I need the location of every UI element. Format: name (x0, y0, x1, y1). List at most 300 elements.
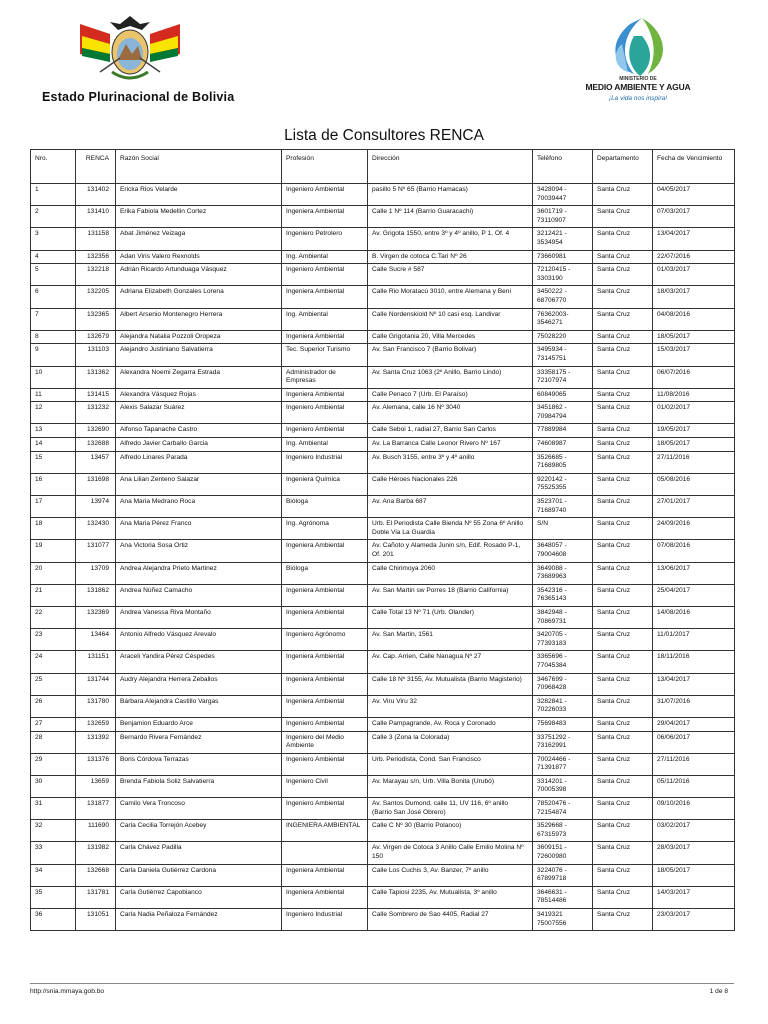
cell-telefono: 3365696 - 77045384 (533, 651, 593, 673)
cell-razon-social: Alexis Salazar Suárez (116, 402, 282, 424)
table-row (31, 695, 735, 717)
cell-telefono: 3609151 - 72600980 (533, 842, 593, 864)
cell-fecha-vencimiento: 13/06/2017 (653, 562, 735, 584)
cell-razon-social: Alexandra Vásquez Rojas (116, 388, 282, 402)
cell-renca: 131158 (76, 228, 116, 250)
cell-telefono: 3526685 - 71689805 (533, 451, 593, 473)
cell-nro: 6 (31, 286, 76, 308)
table-row (31, 264, 735, 286)
col-header-direccion: Dirección (368, 150, 533, 184)
cell-razon-social: Boris Córdova Terrazas (116, 753, 282, 775)
cell-profesion: Ingeniero Ambiental (282, 753, 368, 775)
cell-telefono: 33358175 - 72107974 (533, 366, 593, 388)
cell-nro: 30 (31, 775, 76, 797)
cell-razon-social: Bárbara Alejandra Castillo Vargas (116, 695, 282, 717)
cell-razon-social: Andrea Alejandra Prieto Martinez (116, 562, 282, 584)
cell-departamento: Santa Cruz (593, 909, 653, 931)
cell-renca: 13709 (76, 562, 116, 584)
cell-renca: 132668 (76, 864, 116, 886)
cell-renca: 132430 (76, 518, 116, 540)
cell-departamento: Santa Cruz (593, 629, 653, 651)
table-row (31, 651, 735, 673)
cell-nro: 14 (31, 438, 76, 452)
cell-profesion: Ingeniero Industrial (282, 451, 368, 473)
cell-profesion: Ingeniero Ambiental (282, 424, 368, 438)
cell-renca: 131077 (76, 540, 116, 562)
cell-departamento: Santa Cruz (593, 388, 653, 402)
table-row (31, 402, 735, 424)
cell-direccion: Calle Nordenskiold Nº 10 casi esq. Landivar (368, 308, 533, 330)
cell-departamento: Santa Cruz (593, 651, 653, 673)
cell-direccion: B. Virgen de cotoca C.Tari Nº 26 (368, 250, 533, 264)
cell-renca: 131151 (76, 651, 116, 673)
cell-telefono: 3282841 - 70226033 (533, 695, 593, 717)
table-row (31, 366, 735, 388)
cell-fecha-vencimiento: 06/07/2016 (653, 366, 735, 388)
cell-nro: 25 (31, 673, 76, 695)
cell-fecha-vencimiento: 01/02/2017 (653, 402, 735, 424)
cell-direccion: Calle Pampagrande, Av. Roca y Coronado (368, 717, 533, 731)
cell-fecha-vencimiento: 18/05/2017 (653, 330, 735, 344)
cell-renca: 131982 (76, 842, 116, 864)
cell-profesion: Ingeniera Química (282, 473, 368, 495)
table-row (31, 673, 735, 695)
cell-razon-social: Carla Gutiérrez Capobianco (116, 886, 282, 908)
cell-nro: 27 (31, 717, 76, 731)
table-row (31, 286, 735, 308)
cell-nro: 18 (31, 518, 76, 540)
cell-fecha-vencimiento: 04/08/2016 (653, 308, 735, 330)
cell-telefono: 3601719 - 73110907 (533, 206, 593, 228)
ministry-name: MEDIO AMBIENTE Y AGUA (585, 82, 691, 92)
table-row (31, 753, 735, 775)
cell-fecha-vencimiento: 13/04/2017 (653, 228, 735, 250)
cell-departamento: Santa Cruz (593, 717, 653, 731)
cell-renca: 132356 (76, 250, 116, 264)
table-row (31, 886, 735, 908)
cell-renca: 132690 (76, 424, 116, 438)
cell-departamento: Santa Cruz (593, 562, 653, 584)
col-header-renca: RENCA (76, 150, 116, 184)
cell-renca: 131415 (76, 388, 116, 402)
bolivia-brand-text: Estado Plurinacional de Bolivia (42, 90, 235, 104)
cell-direccion: Calle Chirimoya 2060 (368, 562, 533, 584)
cell-profesion: Ingeniera Ambiental (282, 651, 368, 673)
cell-telefono: 3419321 75007556 (533, 909, 593, 931)
cell-renca: 132659 (76, 717, 116, 731)
col-header-profesion: Profesión (282, 150, 368, 184)
cell-profesion: Ing. Agrónoma (282, 518, 368, 540)
cell-profesion: Ing. Ambiental (282, 250, 368, 264)
cell-direccion: Calle Sucre # 587 (368, 264, 533, 286)
cell-nro: 24 (31, 651, 76, 673)
footer-url: http://snia.mmaya.gob.bo (30, 988, 105, 995)
cell-renca: 131862 (76, 584, 116, 606)
cell-profesion (282, 842, 368, 864)
cell-departamento: Santa Cruz (593, 250, 653, 264)
cell-profesion: Ingeniera Ambiental (282, 584, 368, 606)
cell-fecha-vencimiento: 27/11/2016 (653, 753, 735, 775)
cell-razon-social: Carla Nadia Peñaloza Fernández (116, 909, 282, 931)
cell-razon-social: Alfredo Linares Parada (116, 451, 282, 473)
page-header (0, 0, 768, 120)
cell-profesion: Administrador de Empresas (282, 366, 368, 388)
cell-departamento: Santa Cruz (593, 438, 653, 452)
cell-fecha-vencimiento: 01/03/2017 (653, 264, 735, 286)
cell-departamento: Santa Cruz (593, 753, 653, 775)
cell-departamento: Santa Cruz (593, 496, 653, 518)
cell-razon-social: Audry Alejandra Herrera Zeballos (116, 673, 282, 695)
cell-direccion: Calle Héroes Nacionales 226 (368, 473, 533, 495)
cell-fecha-vencimiento: 23/03/2017 (653, 909, 735, 931)
cell-direccion: pasillo 5 Nº 65 (Barrio Hamacas) (368, 184, 533, 206)
cell-fecha-vencimiento: 13/04/2017 (653, 673, 735, 695)
cell-nro: 8 (31, 330, 76, 344)
cell-razon-social: Alfonso Tapanache Castro (116, 424, 282, 438)
cell-telefono: 3542316 - 76365143 (533, 584, 593, 606)
col-header-departamento: Departamento (593, 150, 653, 184)
cell-departamento: Santa Cruz (593, 330, 653, 344)
cell-profesion: Ingeniero Ambiental (282, 798, 368, 820)
cell-direccion: Av. Santa Cruz 1063 (2º Anillo, Barrio Lindo) (368, 366, 533, 388)
cell-direccion: Av. Cap. Arrien, Calle Nanagua Nº 27 (368, 651, 533, 673)
table-row (31, 717, 735, 731)
cell-razon-social: Alfredo Javier Carballo Garcia (116, 438, 282, 452)
cell-nro: 7 (31, 308, 76, 330)
cell-razon-social: Abat Jiménez Veizaga (116, 228, 282, 250)
cell-fecha-vencimiento: 27/11/2016 (653, 451, 735, 473)
cell-direccion: Calle 18 Nº 3155, Av. Mutualista (Barrio Magisterio) (368, 673, 533, 695)
col-header-nro: Nro. (31, 150, 76, 184)
cell-telefono: 3420705 - 77393183 (533, 629, 593, 651)
cell-departamento: Santa Cruz (593, 673, 653, 695)
cell-telefono: 70024466 - 71391877 (533, 753, 593, 775)
cell-profesion: Ing. Ambiental (282, 308, 368, 330)
cell-departamento: Santa Cruz (593, 344, 653, 366)
table-row (31, 820, 735, 842)
cell-renca: 132688 (76, 438, 116, 452)
cell-telefono: 3529668 - 67315973 (533, 820, 593, 842)
cell-fecha-vencimiento: 18/05/2017 (653, 438, 735, 452)
cell-profesion: Ingeniero Ambiental (282, 402, 368, 424)
cell-nro: 12 (31, 402, 76, 424)
cell-fecha-vencimiento: 28/03/2017 (653, 842, 735, 864)
table-row (31, 473, 735, 495)
cell-renca: 131376 (76, 753, 116, 775)
col-header-telefono: Teléfono (533, 150, 593, 184)
table-row (31, 308, 735, 330)
cell-nro: 36 (31, 909, 76, 931)
cell-fecha-vencimiento: 07/08/2016 (653, 540, 735, 562)
cell-direccion: Calle 1 Nº 114 (Barrio Guaracachi) (368, 206, 533, 228)
cell-nro: 34 (31, 864, 76, 886)
cell-profesion: Ingeniero Industrial (282, 909, 368, 931)
cell-departamento: Santa Cruz (593, 228, 653, 250)
cell-direccion: Av. Busch 3155, entre 3º y 4º anillo (368, 451, 533, 473)
cell-razon-social: Ericka Rios Velarde (116, 184, 282, 206)
cell-fecha-vencimiento: 04/05/2017 (653, 184, 735, 206)
cell-renca: 111690 (76, 820, 116, 842)
cell-telefono: 9220142 - 75525355 (533, 473, 593, 495)
cell-direccion: Urb. El Periodista Calle Bienda Nº 55 Zona 6º Anillo Doble Via La Guardia (368, 518, 533, 540)
cell-renca: 132205 (76, 286, 116, 308)
cell-departamento: Santa Cruz (593, 308, 653, 330)
cell-razon-social: Alejandro Justiniano Salvatierra (116, 344, 282, 366)
cell-profesion: Ing. Ambiental (282, 438, 368, 452)
table-row (31, 864, 735, 886)
cell-nro: 35 (31, 886, 76, 908)
cell-telefono: 3450222 - 68706770 (533, 286, 593, 308)
cell-telefono: 3648057 - 79004608 (533, 540, 593, 562)
cell-nro: 9 (31, 344, 76, 366)
cell-profesion: Ingeniera Ambiental (282, 330, 368, 344)
cell-nro: 4 (31, 250, 76, 264)
table-row (31, 330, 735, 344)
cell-telefono: 73660981 (533, 250, 593, 264)
cell-renca: 131877 (76, 798, 116, 820)
cell-razon-social: Adriana Elizabeth Gonzales Lorena (116, 286, 282, 308)
cell-razon-social: Alejandra Natalia Pozzoli Oropeza (116, 330, 282, 344)
cell-profesion: Ingeniero del Medio Ambiente (282, 731, 368, 753)
cell-fecha-vencimiento: 09/10/2016 (653, 798, 735, 820)
cell-fecha-vencimiento: 14/08/2016 (653, 606, 735, 628)
table-row (31, 438, 735, 452)
cell-profesion: Ingeniero Ambiental (282, 717, 368, 731)
cell-fecha-vencimiento: 11/01/2017 (653, 629, 735, 651)
cell-razon-social: Ana Maria Medrano Roca (116, 496, 282, 518)
cell-direccion: Av. La Barranca Calle Leonor Rivero Nº 167 (368, 438, 533, 452)
col-header-fecha-vencimiento: Fecha de Vencimiento (653, 150, 735, 184)
cell-departamento: Santa Cruz (593, 820, 653, 842)
cell-profesion: Tec. Superior Turismo (282, 344, 368, 366)
cell-fecha-vencimiento: 18/05/2017 (653, 864, 735, 886)
table-row (31, 562, 735, 584)
cell-departamento: Santa Cruz (593, 264, 653, 286)
cell-nro: 33 (31, 842, 76, 864)
cell-razon-social: Carla Chávez Padilla (116, 842, 282, 864)
table-row (31, 496, 735, 518)
cell-profesion: Ingeniera Ambiental (282, 695, 368, 717)
cell-razon-social: Antonio Alfredo Vásquez Arevalo (116, 629, 282, 651)
cell-direccion: Av. Viru Viru 32 (368, 695, 533, 717)
cell-renca: 131780 (76, 695, 116, 717)
cell-nro: 28 (31, 731, 76, 753)
cell-profesion: Ingeniero Civil (282, 775, 368, 797)
cell-renca: 131232 (76, 402, 116, 424)
cell-nro: 13 (31, 424, 76, 438)
table-row (31, 540, 735, 562)
cell-renca: 131392 (76, 731, 116, 753)
cell-direccion: Av. San Martin, 1561 (368, 629, 533, 651)
cell-renca: 131744 (76, 673, 116, 695)
cell-direccion: Av. Marayau s/n, Urb. Villa Bonita (Urubó) (368, 775, 533, 797)
cell-departamento: Santa Cruz (593, 206, 653, 228)
table-row (31, 206, 735, 228)
cell-telefono: 3428094 - 70039447 (533, 184, 593, 206)
cell-telefono: 3451862 - 70984794 (533, 402, 593, 424)
cell-departamento: Santa Cruz (593, 451, 653, 473)
table-row (31, 250, 735, 264)
cell-razon-social: Erika Fabiola Medellin Cortez (116, 206, 282, 228)
cell-telefono: 33751292 - 73162991 (533, 731, 593, 753)
cell-fecha-vencimiento: 14/03/2017 (653, 886, 735, 908)
cell-razon-social: Carla Cecilia Torrejón Acebey (116, 820, 282, 842)
cell-telefono: 76362003- 3546271 (533, 308, 593, 330)
cell-direccion: Calle Grigotania 20, Villa Mercedes (368, 330, 533, 344)
cell-fecha-vencimiento: 24/09/2016 (653, 518, 735, 540)
cell-renca: 132679 (76, 330, 116, 344)
cell-departamento: Santa Cruz (593, 886, 653, 908)
cell-telefono: 3649088 - 73689963 (533, 562, 593, 584)
cell-nro: 32 (31, 820, 76, 842)
cell-profesion: Ingeniera Ambiental (282, 286, 368, 308)
cell-fecha-vencimiento: 19/05/2017 (653, 424, 735, 438)
table-row (31, 909, 735, 931)
cell-direccion: Calle Los Cuchis 3, Av. Banzer, 7º anillo (368, 864, 533, 886)
cell-profesion: Ingeniera Ambiental (282, 886, 368, 908)
cell-renca: 13457 (76, 451, 116, 473)
cell-fecha-vencimiento: 18/11/2016 (653, 651, 735, 673)
cell-nro: 23 (31, 629, 76, 651)
cell-razon-social: Andrea Vanessa Riva Montaño (116, 606, 282, 628)
cell-nro: 20 (31, 562, 76, 584)
cell-direccion: Av. Virgen de Cotoca 3 Anillo Calle Emilio Molina Nº 150 (368, 842, 533, 864)
col-header-razon-social: Razón Social (116, 150, 282, 184)
cell-razon-social: Albert Arsenio Montenegro Herrera (116, 308, 282, 330)
cell-fecha-vencimiento: 22/07/2016 (653, 250, 735, 264)
table-row (31, 798, 735, 820)
cell-razon-social: Carla Daniela Gutiérrez Cardona (116, 864, 282, 886)
cell-nro: 3 (31, 228, 76, 250)
cell-telefono: 3212421 - 3534954 (533, 228, 593, 250)
cell-telefono: 3842948 - 70869731 (533, 606, 593, 628)
cell-nro: 22 (31, 606, 76, 628)
cell-renca: 131410 (76, 206, 116, 228)
cell-telefono: 78520476 - 72154874 (533, 798, 593, 820)
cell-departamento: Santa Cruz (593, 731, 653, 753)
cell-nro: 5 (31, 264, 76, 286)
cell-profesion: Ingeniera Ambiental (282, 206, 368, 228)
cell-profesion: Bióloga (282, 496, 368, 518)
cell-fecha-vencimiento: 05/11/2016 (653, 775, 735, 797)
cell-fecha-vencimiento: 31/07/2016 (653, 695, 735, 717)
cell-fecha-vencimiento: 18/03/2017 (653, 286, 735, 308)
cell-departamento: Santa Cruz (593, 695, 653, 717)
cell-telefono: 75698483 (533, 717, 593, 731)
cell-departamento: Santa Cruz (593, 366, 653, 388)
cell-departamento: Santa Cruz (593, 540, 653, 562)
cell-nro: 1 (31, 184, 76, 206)
cell-direccion: Calle 3 (Zona la Colorada) (368, 731, 533, 753)
cell-renca: 132218 (76, 264, 116, 286)
cell-renca: 13464 (76, 629, 116, 651)
cell-departamento: Santa Cruz (593, 286, 653, 308)
cell-profesion: INGENIERA AMBIENTAL (282, 820, 368, 842)
table-row (31, 584, 735, 606)
cell-razon-social: Adan Viris Valero Rexnolds (116, 250, 282, 264)
cell-fecha-vencimiento: 15/03/2017 (653, 344, 735, 366)
cell-direccion: Urb. Periodista, Cond. San Francisco (368, 753, 533, 775)
cell-telefono: 3467699 - 70968428 (533, 673, 593, 695)
page-title: Lista de Consultores RENCA (284, 127, 484, 144)
cell-departamento: Santa Cruz (593, 775, 653, 797)
cell-telefono: 75028220 (533, 330, 593, 344)
table-row (31, 184, 735, 206)
cell-departamento: Santa Cruz (593, 402, 653, 424)
cell-renca: 131781 (76, 886, 116, 908)
cell-renca: 131402 (76, 184, 116, 206)
cell-nro: 11 (31, 388, 76, 402)
table-row (31, 629, 735, 651)
cell-nro: 31 (31, 798, 76, 820)
page-number: 1 de 8 (709, 988, 728, 995)
cell-renca: 131362 (76, 366, 116, 388)
table-row (31, 842, 735, 864)
table-row (31, 731, 735, 753)
cell-profesion: Ingeniero Agrónomo (282, 629, 368, 651)
cell-telefono: 3224076 - 67899718 (533, 864, 593, 886)
consultants-table (30, 149, 735, 931)
cell-razon-social: Camilo Vera Troncoso (116, 798, 282, 820)
cell-nro: 17 (31, 496, 76, 518)
table-row (31, 451, 735, 473)
cell-nro: 2 (31, 206, 76, 228)
cell-fecha-vencimiento: 06/06/2017 (653, 731, 735, 753)
cell-direccion: Av. San Francisco 7 (Barrio Bolivar) (368, 344, 533, 366)
cell-razon-social: Ana Maria Pérez Franco (116, 518, 282, 540)
cell-telefono: 3523701 - 71689740 (533, 496, 593, 518)
cell-razon-social: Alexandra Noemi Zegarra Estrada (116, 366, 282, 388)
cell-direccion: Av. Grigota 1550, entre 3º y 4º anillo, P 1, Of. 4 (368, 228, 533, 250)
cell-renca: 13659 (76, 775, 116, 797)
cell-renca: 131051 (76, 909, 116, 931)
cell-departamento: Santa Cruz (593, 864, 653, 886)
cell-direccion: Calle Total 13 Nº 71 (Urb. Olander) (368, 606, 533, 628)
table-row (31, 606, 735, 628)
cell-direccion: Av. San Martin sw Porres 18 (Barrio California) (368, 584, 533, 606)
table-row (31, 424, 735, 438)
cell-direccion: Av. Ana Barba 687 (368, 496, 533, 518)
cell-profesion: Ingeniero Petrolero (282, 228, 368, 250)
cell-nro: 29 (31, 753, 76, 775)
cell-razon-social: Brenda Fabiola Soliz Salvatierra (116, 775, 282, 797)
table-row (31, 775, 735, 797)
cell-direccion: Calle Sombrero de Sao 4405, Radial 27 (368, 909, 533, 931)
cell-renca: 132369 (76, 606, 116, 628)
table-row (31, 388, 735, 402)
cell-departamento: Santa Cruz (593, 584, 653, 606)
ministry-prefix: MINISTERIO DE (619, 76, 657, 82)
cell-departamento: Santa Cruz (593, 842, 653, 864)
cell-departamento: Santa Cruz (593, 184, 653, 206)
cell-nro: 15 (31, 451, 76, 473)
cell-telefono: 3646631 - 78514486 (533, 886, 593, 908)
ministry-slogan: ¡La vida nos inspira! (608, 95, 668, 102)
cell-profesion: Ingeniera Ambiental (282, 606, 368, 628)
cell-direccion: Calle Penaco 7 (Urb. El Paraíso) (368, 388, 533, 402)
cell-razon-social: Ana Lilian Zenteno Salazar (116, 473, 282, 495)
cell-razon-social: Benjamion Eduardo Arce (116, 717, 282, 731)
cell-razon-social: Bernardo Rivera Fernández (116, 731, 282, 753)
cell-nro: 16 (31, 473, 76, 495)
cell-nro: 10 (31, 366, 76, 388)
cell-fecha-vencimiento: 03/02/2017 (653, 820, 735, 842)
cell-direccion: Calle C Nº 30 (Barrio Polanco) (368, 820, 533, 842)
cell-profesion: Ingeniero Ambiental (282, 184, 368, 206)
cell-direccion: Calle Tapiosi 2235, Av. Mutualista, 3º anillo (368, 886, 533, 908)
cell-direccion: Av. Santos Dumond, calle 11, UV 116, 6º anillo (Barrio San José Obrero) (368, 798, 533, 820)
cell-profesion: Ingeniera Ambiental (282, 673, 368, 695)
